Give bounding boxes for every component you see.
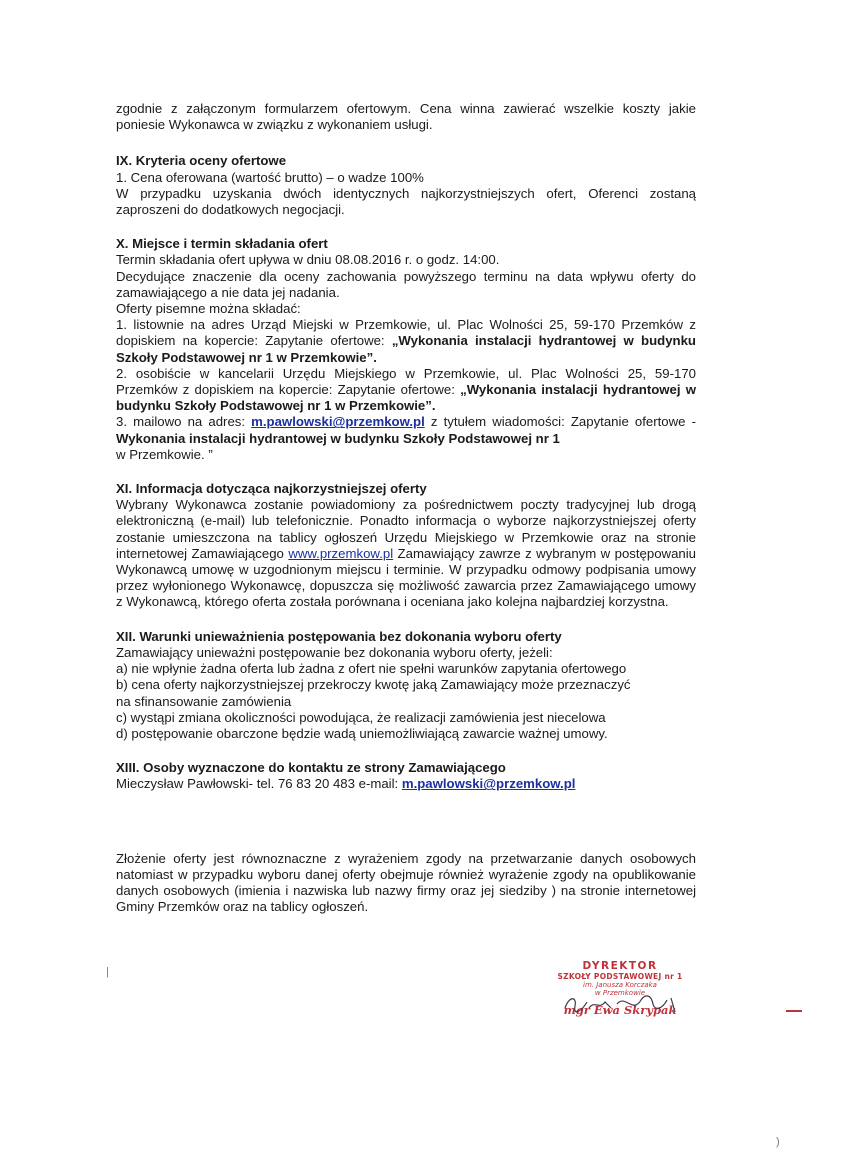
section-submission [116,236,696,463]
scan-mark-icon: ) [776,1136,780,1148]
section-criteria [116,153,696,218]
cancellation-item: a) nie wpłynie żadna oferta lub żadna z ofert nie spełni warunków zapytania ofertowego [116,661,627,677]
option-text: z tytułem wiadomości: Zapytanie ofertowe - [424,414,696,430]
cancellation-item: na sfinansowanie zamówienia [116,693,292,709]
option-text: 3. mailowo na adres: [116,414,252,430]
submission-option-mail [116,317,696,366]
ink-mark-icon [786,1010,802,1012]
submission-option-email [116,414,696,463]
option-title: „Wykonania instalacji hydrantowej w budynku Szkoły Podstawowej nr 1 w Przemkowie”. [116,382,696,414]
section-cancellation [116,629,696,742]
cancellation-item: d) postępowanie obarczone będzie wadą uniemożliwiającą zawarcie ważnej umowy. [116,725,608,741]
submission-option-inperson [116,366,696,415]
contact-person: Mieczysław Pawłowski- tel. 76 83 20 483 e-mail: [116,776,402,792]
stamp-town: w Przemkowie [594,989,646,997]
contact-email-link[interactable]: m.pawlowski@przemkow.pl [401,776,576,792]
cancellation-item: c) wystąpi zmiana okoliczności powodująca, że realizacji zamówienia jest niecelowa [116,709,606,725]
criteria-line: 1. Cena oferowana (wartość brutto) – o wadze 100% [116,169,424,185]
email-link[interactable]: m.pawlowski@przemkow.pl [251,414,425,430]
scan-mark-icon: | [106,966,109,978]
stamp-school: SZKOŁY PODSTAWOWEJ nr 1 [557,972,683,981]
best-offer-text-part: Zamawiający zawrze z wybranym w postępowaniu Wykonawcą umowę w uzgodnionym miejscu i terminie. W przypadku odmowy podpisania umowy przez wyłonionego Wykonawcę, dopuszcza się możliwość zawarcia przez Zamawiającego umowy z Wykonawcą, którego oferta została porównana i oceniana jako kolejna najbardziej korzystna. [116,545,697,610]
stamp-patron: im. Janusza Korczaka [583,981,657,989]
section-best-offer [116,481,696,611]
website-link[interactable]: www.przemkow.pl [288,545,394,561]
submission-intro: Oferty pisemne można składać: [116,301,301,317]
criteria-line: W przypadku uzyskania dwóch identycznych najkorzystniejszych ofert, Oferenci zostaną zaproszeni do dodatkowych negocjacji. [116,185,696,218]
section-heading: XII. Warunki unieważnienia postępowania bez dokonania wyboru oferty [116,628,562,644]
deadline-line: Termin składania ofert upływa w dniu 08.08.2016 r. o godz. 14:00. [116,252,500,268]
section-heading: X. Miejsce i termin składania ofert [116,236,328,252]
consent-paragraph: Złożenie oferty jest równoznaczne z wyrażeniem zgody na przetwarzanie danych osobowych natomiast w przypadku wyboru danej oferty obejmuje również wyrażenie zgody na opublikowanie danych osobowych (imienia i nazwiska lub nazwy firmy oraz jej siedziby ) na stronie internetowej Gminy Przemków oraz na tablicy ogłoszeń. [116,850,696,915]
option-text: 2. osobiście w kancelarii Urzędu Miejskiego w Przemkowie, ul. Plac Wolności 25, 59-170 Przemków z dopiskiem na kopercie: Zapytanie ofertowe: [116,365,696,398]
intro-paragraph: zgodnie z załączonym formularzem ofertowym. Cena winna zawierać wszelkie koszty jakie poniesie Wykonawca w związku z wykonaniem usługi. [116,101,696,133]
option-title: „Wykonania instalacji hydrantowej w budynku Szkoły Podstawowej nr 1 w Przemkowie”. [116,333,696,365]
section-contact [116,760,696,792]
document-page [116,101,696,935]
best-offer-text [116,497,696,610]
option-text: w Przemkowie. ” [116,446,213,462]
signature-icon [555,990,695,1018]
section-heading: XIII. Osoby wyznaczone do kontaktu ze strony Zamawiającego [116,760,506,776]
cancellation-intro: Zamawiający unieważni postępowanie bez dokonania wyboru oferty, jeżeli: [116,644,553,660]
best-offer-text-part: Wybrany Wykonawca zostanie powiadomiony za pośrednictwem poczty tradycyjnej lub drogą elektroniczną (e-mail) lub telefonicznie. Ponadto informacja o wyborze najkorzystniejszej oferty zostanie umieszczona na tablicy ogłoszeń Urzędu Miejskiego w Przemkowie oraz na stronie internetowej Zamawiającego [116,497,696,561]
section-heading: IX. Kryteria oceny ofertowe [116,153,287,169]
section-heading: XI. Informacja dotycząca najkorzystniejszej oferty [116,481,427,497]
stamp-name: mgr Ewa Skrypak [563,1003,677,1017]
deadline-note: Decydujące znaczenie dla oceny zachowania powyższego terminu na data wpływu oferty do zamawiającego a nie data jej nadania. [116,268,696,300]
cancellation-item: b) cena oferty najkorzystniejszej przekroczy kwotę jaką Zamawiający może przeznaczyć [116,677,631,693]
option-text: 1. listownie na adres Urząd Miejski w Przemkowie, ul. Plac Wolności 25, 59-170 Przemków z dopiskiem na kopercie: Zapytanie ofertowe: [116,317,696,349]
contact-line [116,776,696,792]
stamp-title: DYREKTOR [582,960,658,972]
option-title: Wykonania instalacji hydrantowej w budynku Szkoły Podstawowej nr 1 [116,430,560,446]
